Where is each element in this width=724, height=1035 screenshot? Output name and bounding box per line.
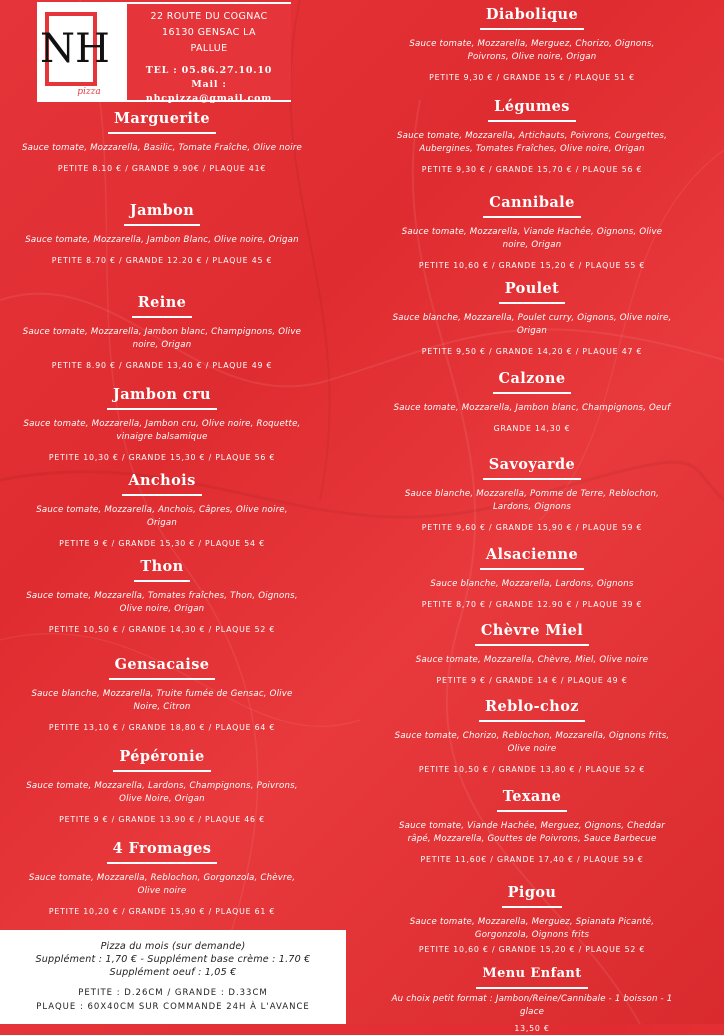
- pizza-name: Gensacaise: [109, 655, 216, 680]
- pizza-name: Reblo-choz: [479, 697, 585, 722]
- pizza-name: Anchois: [122, 471, 201, 496]
- menu-item: [382, 696, 682, 786]
- plaque-info: PLAQUE : 60X40CM SUR COMMANDE 24H À L'AVANCE: [36, 1002, 310, 1012]
- pizza-ingredients: Sauce tomate, Mozzarella, Jambon Blanc, Olive noire, Origan: [25, 235, 299, 245]
- pizza-of-month: Pizza du mois (sur demande): [100, 941, 246, 952]
- pizza-price: PETITE 10,50 € / GRANDE 14,30 € / PLAQUE 52 €: [48, 625, 276, 634]
- pizza-name: Pépéronie: [113, 747, 210, 772]
- pizza-ingredients: Sauce tomate, Mozzarella, Merguez, Spianata Picanté, Gorgonzola, Oignons frits: [409, 917, 655, 940]
- pizza-ingredients: Sauce blanche, Mozzarella, Lardons, Oignons: [430, 579, 634, 589]
- pizza-price: PETITE 10,50 € / GRANDE 13,80 € / PLAQUE 52 €: [418, 765, 646, 774]
- menu-item: [382, 454, 682, 544]
- pizza-ingredients: Sauce blanche, Mozzarella, Pomme de Terre, Reblochon, Lardons, Oignons: [404, 489, 660, 512]
- menu-item: [382, 96, 682, 192]
- menu-item: [12, 556, 312, 654]
- pizza-price: PETITE 8,70 € / GRANDE 12.90 € / PLAQUE 39 €: [421, 600, 643, 609]
- pizza-ingredients: Sauce tomate, Chorizo, Reblochon, Mozzarella, Oignons frits, Olive noire: [394, 731, 670, 754]
- pizza-price: PETITE 9 € / GRANDE 15,30 € / PLAQUE 54 €: [59, 539, 265, 548]
- logo-subtext: pizza: [77, 87, 101, 97]
- menu-item: [12, 292, 312, 384]
- pizza-price: 13,50 €: [514, 1024, 550, 1033]
- logo-text: NH: [40, 26, 110, 72]
- pizza-ingredients: Sauce tomate, Mozzarella, Jambon blanc, Champignons, Oeuf: [393, 403, 671, 413]
- menu-column-right: [382, 4, 682, 1033]
- pizza-price: PETITE 11,60€ / GRANDE 17,40 € / PLAQUE 59 €: [420, 855, 644, 864]
- pizza-ingredients: Sauce tomate, Mozzarella, Jambon cru, Olive noire, Roquette, vinaigre balsamique: [23, 419, 301, 442]
- supplement-line: Supplément : 1,70 € - Supplément base crème : 1.70 €: [35, 954, 311, 965]
- pizza-ingredients: Sauce tomate, Mozzarella, Basilic, Tomate Fraîche, Olive noire: [21, 143, 303, 153]
- menu-item: [12, 200, 312, 292]
- pizza-name: Pigou: [502, 883, 563, 908]
- pizza-name: Reine: [132, 293, 193, 318]
- pizza-price: PETITE 8.70 € / GRANDE 12.20 € / PLAQUE 45 €: [51, 256, 273, 265]
- pizza-ingredients: Sauce tomate, Mozzarella, Anchois, Câpres, Olive noire, Origan: [36, 505, 288, 528]
- logo-mark: [39, 4, 129, 100]
- pizza-ingredients: Sauce blanche, Mozzarella, Truite fumée de Gensac, Olive Noire, Citron: [31, 689, 293, 712]
- menu-item: [382, 620, 682, 696]
- menu-item: [382, 786, 682, 882]
- pizza-name: Jambon cru: [107, 385, 217, 410]
- size-info: PETITE : D.26CM / GRANDE : D.33CM: [78, 988, 268, 998]
- menu-item: [12, 108, 312, 200]
- pizza-ingredients: Au choix petit format : Jambon/Reine/Cannibale - 1 boisson - 1 glace: [391, 994, 673, 1017]
- pizza-ingredients: Sauce tomate, Mozzarella, Merguez, Chorizo, Oignons, Poivrons, Olive noire, Origan: [409, 39, 655, 62]
- address-line-2: 16130 GENSAC LA: [162, 27, 256, 38]
- pizza-name: Savoyarde: [483, 455, 581, 480]
- menu-item: [382, 962, 682, 1033]
- pizza-name: Texane: [497, 787, 568, 812]
- menu-item: [382, 544, 682, 620]
- menu-item: [382, 278, 682, 368]
- address-line-3: PALLUE: [190, 43, 228, 54]
- menu-item: [12, 470, 312, 556]
- pizza-name: Jambon: [124, 201, 200, 226]
- supplement-egg: Supplément oeuf : 1,05 €: [109, 967, 237, 978]
- logo: [39, 4, 129, 100]
- pizza-price: GRANDE 14,30 €: [493, 424, 571, 433]
- menu-item: [382, 192, 682, 278]
- pizza-ingredients: Sauce tomate, Mozzarella, Jambon blanc, Champignons, Olive noire, Origan: [22, 327, 302, 350]
- menu-item: [12, 654, 312, 746]
- pizza-ingredients: Sauce tomate, Mozzarella, Lardons, Champignons, Poivrons, Olive Noire, Origan: [26, 781, 298, 804]
- pizza-price: PETITE 8.90 € / GRANDE 13,40 € / PLAQUE 49 €: [51, 361, 273, 370]
- pizza-name: Légumes: [488, 97, 576, 122]
- menu-item: [12, 746, 312, 838]
- pizza-price: PETITE 10,30 € / GRANDE 15,30 € / PLAQUE 56 €: [48, 453, 276, 462]
- pizza-price: PETITE 10,60 € / GRANDE 15,20 € / PLAQUE 52 €: [418, 945, 646, 954]
- pizza-price: PETITE 9,60 € / GRANDE 15,90 € / PLAQUE 59 €: [421, 523, 643, 532]
- pizza-price: PETITE 10,60 € / GRANDE 15,20 € / PLAQUE 55 €: [418, 261, 646, 270]
- menu-item: [382, 368, 682, 454]
- header-box: [37, 2, 291, 102]
- address-line-1: 22 ROUTE DU COGNAC: [150, 11, 268, 22]
- pizza-price: PETITE 13,10 € / GRANDE 18,80 € / PLAQUE 64 €: [48, 723, 276, 732]
- pizza-name: Poulet: [499, 279, 566, 304]
- menu-item: [12, 838, 312, 924]
- menu-column-left: [12, 108, 312, 924]
- pizza-ingredients: Sauce tomate, Mozzarella, Artichauts, Poivrons, Courgettes, Aubergines, Tomates Fraîches, Olive noire, Origan: [396, 131, 668, 154]
- pizza-price: PETITE 10,20 € / GRANDE 15,90 € / PLAQUE 61 €: [48, 907, 276, 916]
- menu-item: [382, 4, 682, 96]
- pizza-ingredients: Sauce tomate, Mozzarella, Viande Hachée, Oignons, Olive noire, Origan: [401, 227, 663, 250]
- pizza-ingredients: Sauce tomate, Mozzarella, Tomates fraîches, Thon, Oignons, Olive noire, Origan: [26, 591, 298, 614]
- menu-item: [382, 882, 682, 962]
- menu-item: [12, 384, 312, 470]
- pizza-name: Menu Enfant: [476, 964, 587, 989]
- pizza-name: Alsacienne: [480, 545, 584, 570]
- pizza-name: Calzone: [493, 369, 572, 394]
- pizza-name: Cannibale: [483, 193, 580, 218]
- email: Mail : nhcpizza@gmail.com: [145, 79, 273, 104]
- pizza-price: PETITE 9 € / GRANDE 13.90 € / PLAQUE 46 €: [59, 815, 265, 824]
- footer-box: [0, 930, 346, 1024]
- address-box: [127, 4, 291, 104]
- pizza-price: PETITE 9,50 € / GRANDE 14,20 € / PLAQUE 47 €: [421, 347, 643, 356]
- phone: TEL : 05.86.27.10.10: [145, 65, 273, 76]
- pizza-ingredients: Sauce tomate, Mozzarella, Chèvre, Miel, Olive noire: [415, 655, 649, 665]
- pizza-price: PETITE 9 € / GRANDE 14 € / PLAQUE 49 €: [436, 676, 628, 685]
- pizza-ingredients: Sauce tomate, Viande Hachée, Merguez, Oignons, Cheddar râpé, Mozzarella, Gouttes de Poivrons, Sauce Barbecue: [398, 821, 666, 844]
- pizza-name: Marguerite: [108, 109, 216, 134]
- pizza-name: Thon: [134, 557, 189, 582]
- pizza-ingredients: Sauce blanche, Mozzarella, Poulet curry, Oignons, Olive noire, Origan: [392, 313, 672, 336]
- pizza-name: Diabolique: [480, 5, 584, 30]
- pizza-price: PETITE 8.10 € / GRANDE 9.90€ / PLAQUE 41€: [57, 164, 267, 173]
- pizza-price: PETITE 9,30 € / GRANDE 15 € / PLAQUE 51 €: [429, 73, 635, 82]
- pizza-name: 4 Fromages: [107, 839, 218, 864]
- pizza-name: Chèvre Miel: [475, 621, 589, 646]
- pizza-price: PETITE 9,30 € / GRANDE 15,70 € / PLAQUE 56 €: [421, 165, 643, 174]
- pizza-ingredients: Sauce tomate, Mozzarella, Reblochon, Gorgonzola, Chèvre, Olive noire: [28, 873, 296, 896]
